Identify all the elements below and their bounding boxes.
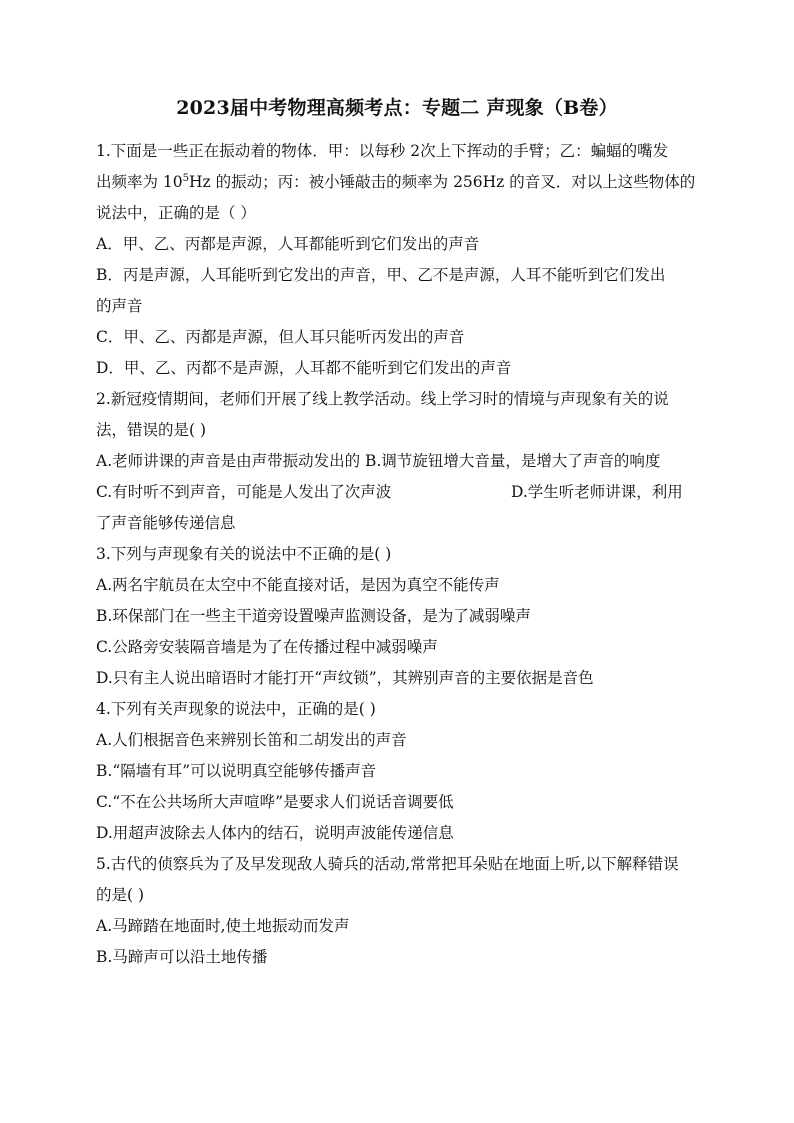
q3-option-c: C.公路旁安装隔音墙是为了在传播过程中减弱噪声 xyxy=(96,638,438,656)
q5-option-a: A.马蹄踏在地面时,使土地振动而发声 xyxy=(96,917,350,935)
q4-option-d: D.用超声波除去人体内的结石，说明声波能传递信息 xyxy=(96,824,454,842)
q1-option-c: C．甲、乙、丙都是声源，但人耳只能听丙发出的声音 xyxy=(96,328,465,346)
q4-option-a: A.人们根据音色来辨别长笛和二胡发出的声音 xyxy=(96,731,407,749)
question-list xyxy=(96,136,696,973)
q3-option-a: A.两名宇航员在太空中不能直接对话，是因为真空不能传声 xyxy=(96,576,500,594)
q1-option-b-line-2: 的声音 xyxy=(96,297,143,315)
q5-stem-line-2: 的是( ) xyxy=(96,886,145,904)
q2-options-ab: A.老师讲课的声音是由声带振动发出的 B.调节旋钮增大音量，是增大了声音的响度 xyxy=(96,452,661,470)
q1-stem-line-2 xyxy=(96,167,696,198)
q1-stem-line-2-post: Hz 的振动；丙：被小锤敲击的频率为 256Hz 的音叉．对以上这些物体的 xyxy=(189,173,696,191)
q2-option-c: C.有时听不到声音，可能是人发出了次声波 xyxy=(96,483,392,501)
q3-option-d: D.只有主人说出暗语时才能打开“声纹锁”，其辨别声音的主要依据是音色 xyxy=(96,669,594,687)
q1-exponent: 5 xyxy=(182,173,190,184)
q2-option-d-line-2: 了声音能够传递信息 xyxy=(96,514,236,532)
q1-option-d: D．甲、乙、丙都不是声源，人耳都不能听到它们发出的声音 xyxy=(96,359,512,377)
q1-option-b-line-1: B．丙是声源，人耳能听到它发出的声音，甲、乙不是声源，人耳不能听到它们发出 xyxy=(96,266,666,284)
q2-stem-line-1: 2.新冠疫情期间，老师们开展了线上教学活动。线上学习时的情境与声现象有关的说 xyxy=(96,390,669,408)
document-title: 2023届中考物理高频考点：专题二 声现象（B卷） xyxy=(176,97,618,119)
q1-stem-line-2-pre: 出频率为 10 xyxy=(96,173,183,191)
q4-option-c: C.“不在公共场所大声喧哗”是要求人们说话音调要低 xyxy=(96,793,454,811)
q3-stem: 3.下列与声现象有关的说法中不正确的是( ) xyxy=(96,545,392,563)
q2-option-d-line-1: D.学生听老师讲课，利用 xyxy=(511,483,683,501)
q5-option-b: B.马蹄声可以沿土地传播 xyxy=(96,948,268,966)
q2-stem-line-2: 法，错误的是( ) xyxy=(96,421,207,439)
q3-option-b: B.环保部门在一些主干道旁设置噪声监测设备，是为了减弱噪声 xyxy=(96,607,531,625)
q1-stem-line-3: 说法中，正确的是（ ） xyxy=(96,204,256,222)
q1-option-a: A．甲、乙、丙都是声源，人耳都能听到它们发出的声音 xyxy=(96,235,480,253)
q1-stem-line-1: 1.下面是一些正在振动着的物体．甲：以每秒 2次上下挥动的手臂；乙：蝙蝠的嘴发 xyxy=(96,142,669,160)
q4-stem: 4.下列有关声现象的说法中，正确的是( ) xyxy=(96,700,376,718)
q2-options-cd xyxy=(96,477,696,508)
q4-option-b: B.“隔墙有耳”可以说明真空能够传播声音 xyxy=(96,762,377,780)
q5-stem-line-1: 5.古代的侦察兵为了及早发现敌人骑兵的活动,常常把耳朵贴在地面上听,以下解释错误 xyxy=(96,855,679,873)
